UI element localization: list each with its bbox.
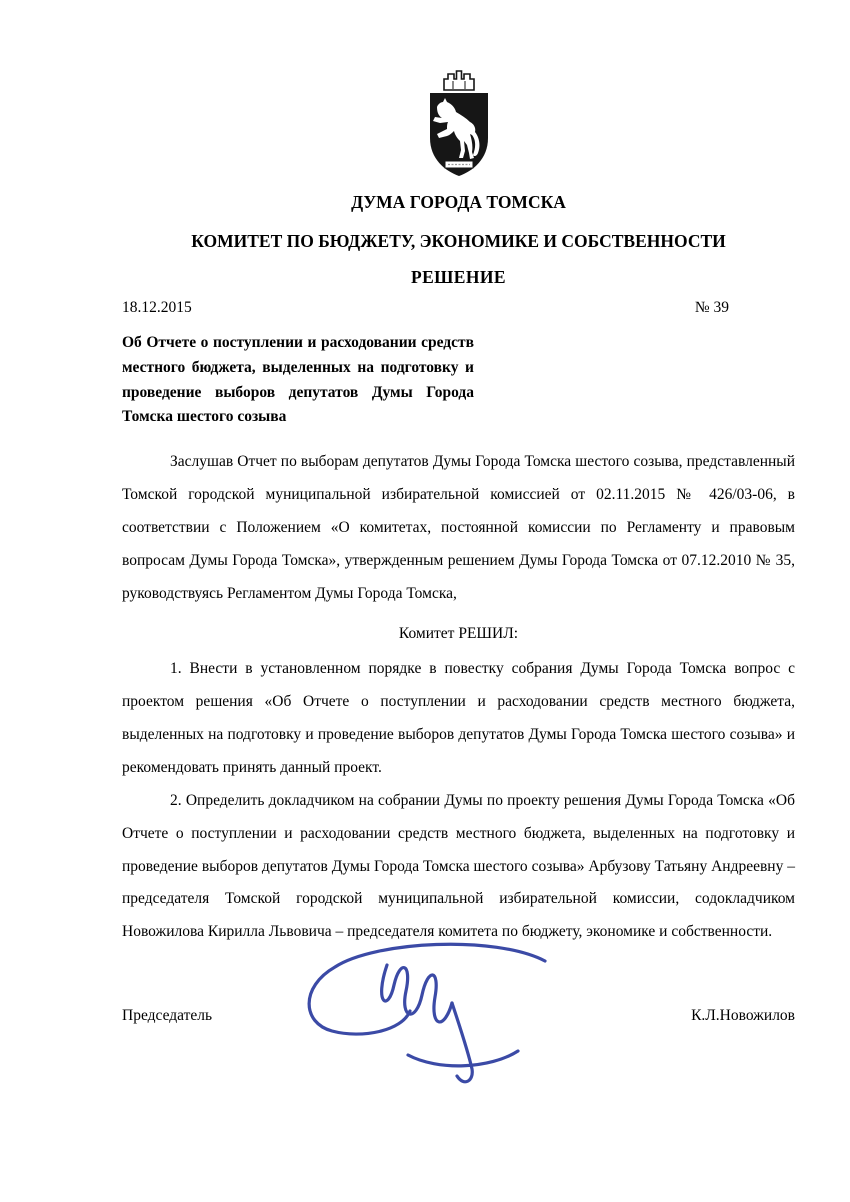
doc-type-title: РЕШЕНИЕ bbox=[411, 267, 506, 287]
preamble-paragraph: Заслушав Отчет по выборам депутатов Думы Города Томска шестого созыва, представленный Томской городской муниципальной избирательной комиссией от 02.11.2015 № 426/03-06, в соответствии с Положением «О комитетах, постоянной комиссии по Регламенту и правовым вопросам Думы Города Томска», утвержденным решением Думы Города Томска от 07.12.2010 № 35, руководствуясь Регламентом Думы Города Томска, bbox=[122, 453, 795, 602]
signer-title: Председатель bbox=[122, 1007, 213, 1025]
resolution-items bbox=[122, 653, 795, 949]
resolution-item: 1. Внести в установленном порядке в повестку собрания Думы Города Томска вопрос с проектом решения «Об Отчете о поступлении и расходовании средств местного бюджета, выделенных на подготовку и проведение выборов депутатов Думы Города Томска шестого созыва» и рекомендовать принять данный проект. bbox=[122, 660, 795, 776]
committee-name: КОМИТЕТ ПО БЮДЖЕТУ, ЭКОНОМИКЕ И СОБСТВЕННОСТИ bbox=[191, 231, 726, 251]
meta-row bbox=[122, 299, 795, 317]
tomsk-coat-of-arms-icon bbox=[426, 66, 492, 180]
signature-ink bbox=[290, 941, 590, 1101]
resolved-heading: Комитет РЕШИЛ: bbox=[398, 625, 519, 643]
emblem-block bbox=[122, 66, 795, 180]
subject-paragraph: Об Отчете о поступлении и расходовании средств местного бюджета, выделенных на подготовку и проведение выборов депутатов Думы Города Томска шестого созыва bbox=[122, 334, 474, 426]
ribbon-shape bbox=[445, 161, 473, 168]
resolution-item: 2. Определить докладчиком на собрании Думы по проекту решения Думы Города Томска «Об Отчете о поступлении и расходовании средств местного бюджета, выделенных на подготовку и проведение выборов депутатов Думы Города Томска шестого созыва» Арбузову Татьяну Андреевну – председателя Томской городской муниципальной избирательной комиссии, содокладчиком Новожилова Кирилла Львовича – председателя комитета по бюджету, экономике и собственности. bbox=[122, 791, 795, 941]
doc-date: 18.12.2015 bbox=[122, 299, 192, 316]
org-name: ДУМА ГОРОДА ТОМСКА bbox=[351, 192, 566, 212]
signer-name: К.Л.Новожилов bbox=[691, 1007, 795, 1025]
crown-icon bbox=[444, 71, 474, 90]
signature-block bbox=[122, 1007, 795, 1025]
doc-number: № 39 bbox=[694, 299, 729, 316]
